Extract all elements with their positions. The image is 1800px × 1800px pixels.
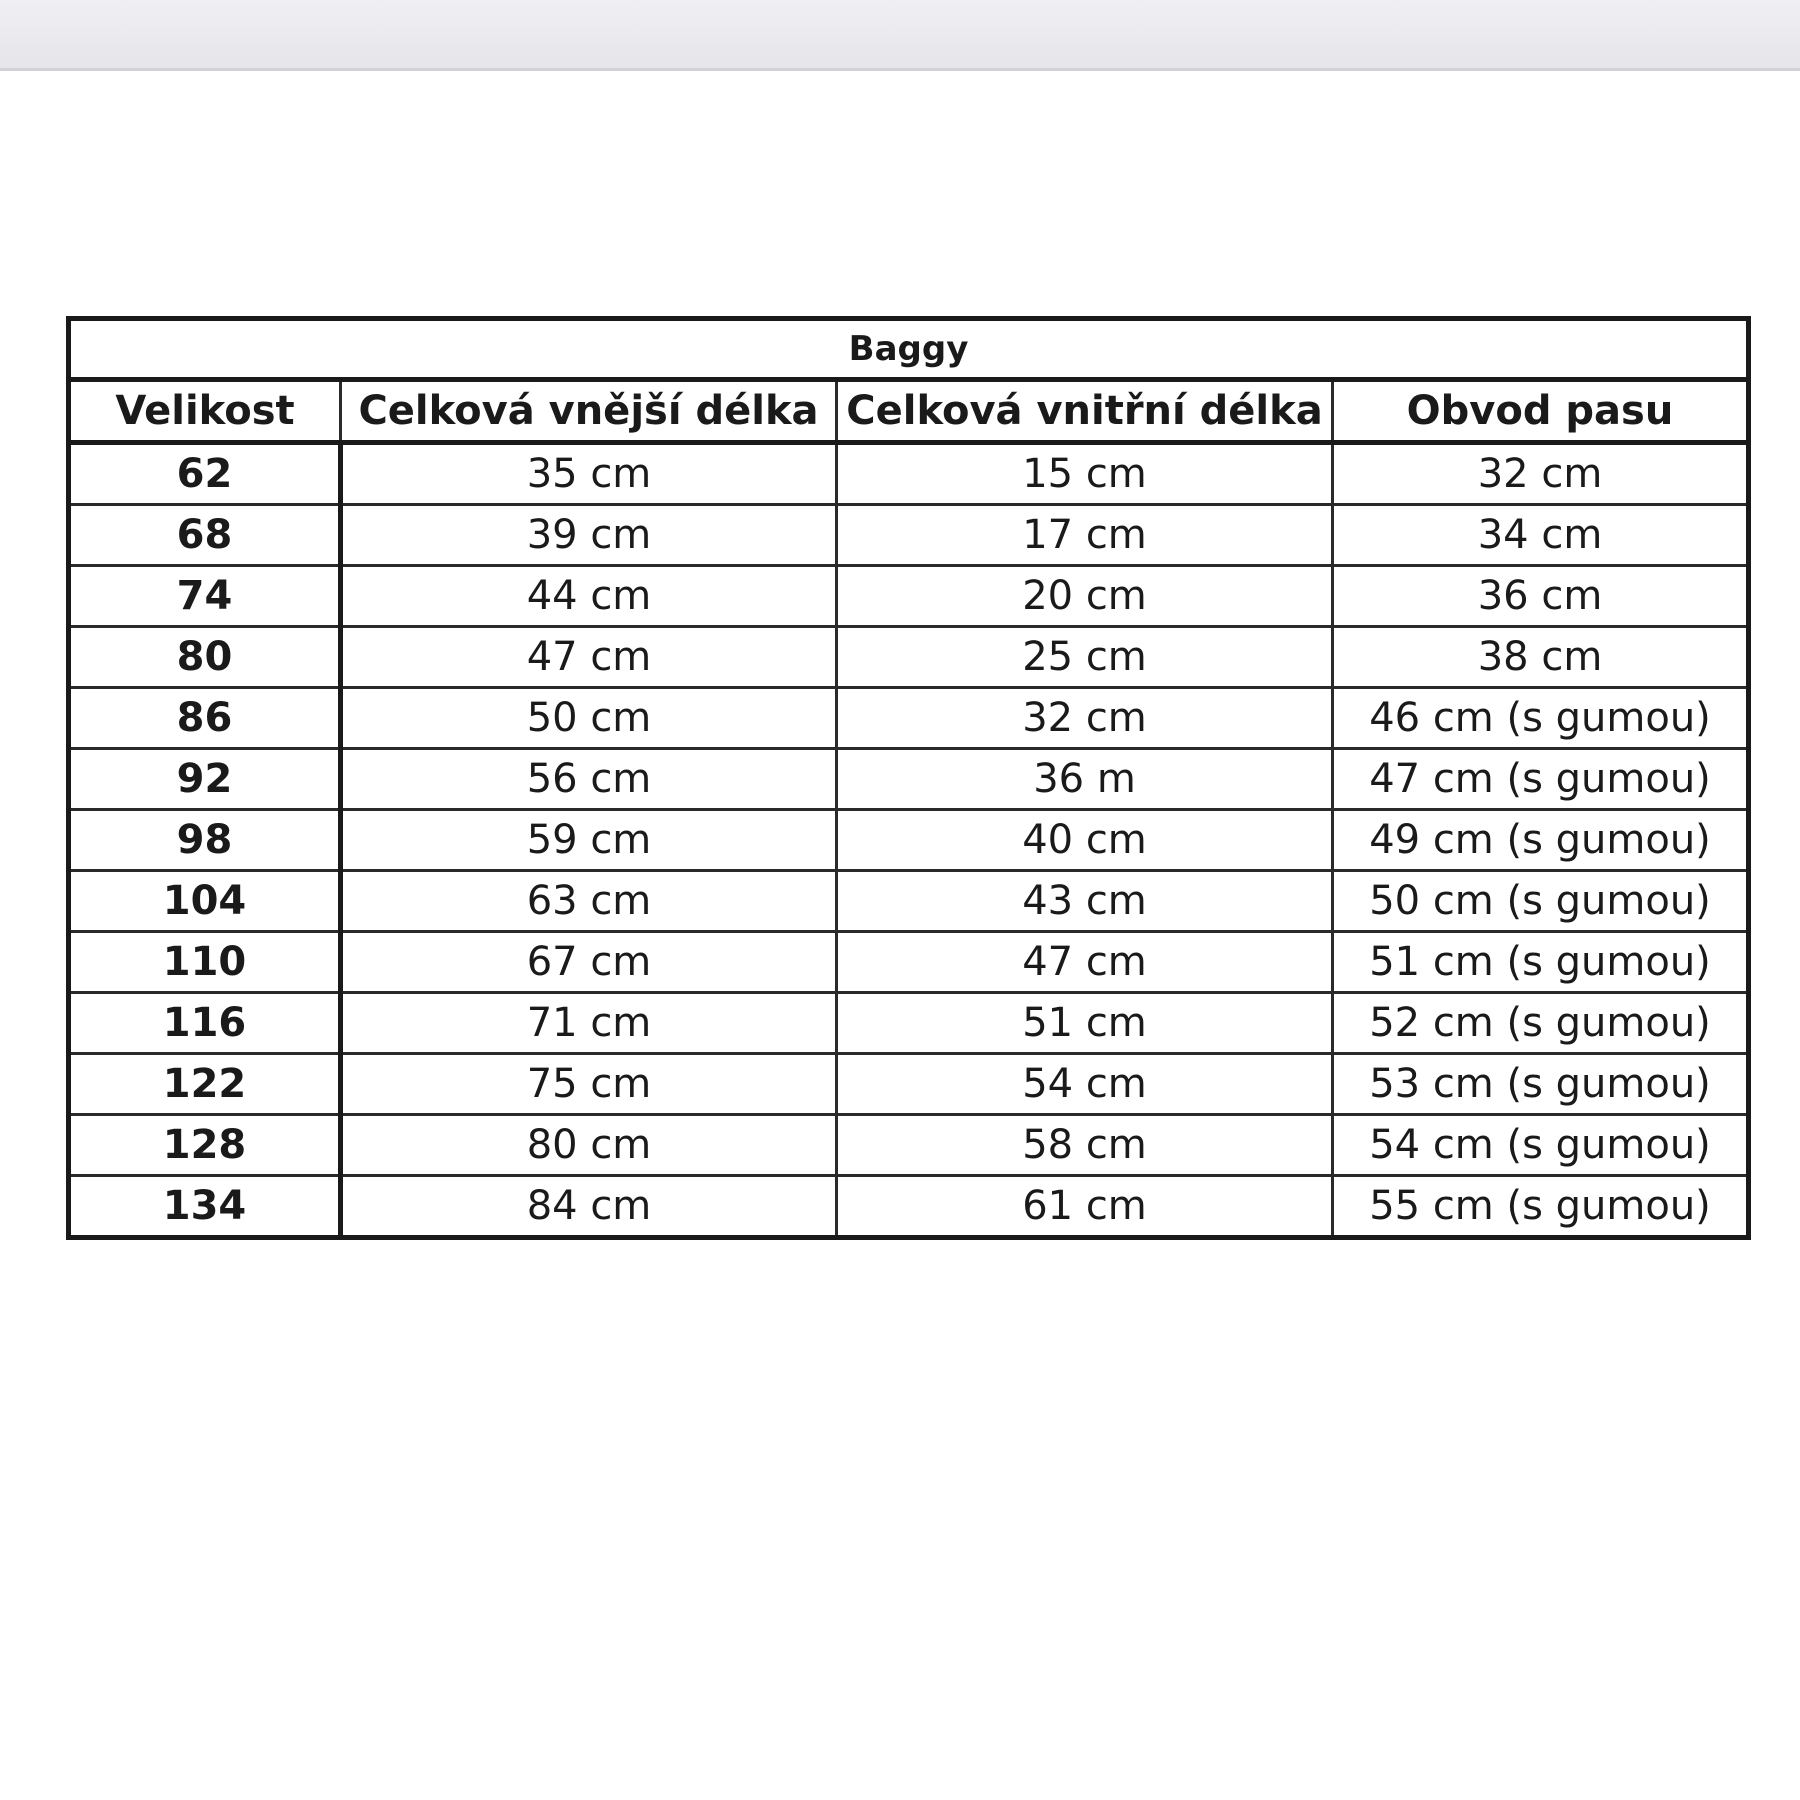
inner-length-cell: 20 cm [837, 566, 1333, 627]
inner-length-cell: 51 cm [837, 993, 1333, 1054]
column-header-outer-length: Celková vnější délka [341, 380, 837, 443]
size-cell: 128 [69, 1115, 341, 1176]
inner-length-cell: 15 cm [837, 443, 1333, 505]
table-row [69, 932, 1749, 993]
outer-length-cell: 71 cm [341, 993, 837, 1054]
table-row [69, 688, 1749, 749]
inner-length-cell: 54 cm [837, 1054, 1333, 1115]
table-row [69, 871, 1749, 932]
size-cell: 98 [69, 810, 341, 871]
size-cell: 122 [69, 1054, 341, 1115]
table-row [69, 1176, 1749, 1238]
size-cell: 116 [69, 993, 341, 1054]
size-cell: 74 [69, 566, 341, 627]
outer-length-cell: 35 cm [341, 443, 837, 505]
waist-cell: 47 cm (s gumou) [1333, 749, 1749, 810]
table-title-row [69, 319, 1749, 380]
inner-length-cell: 32 cm [837, 688, 1333, 749]
size-cell: 134 [69, 1176, 341, 1238]
outer-length-cell: 47 cm [341, 627, 837, 688]
column-header-size: Velikost [69, 380, 341, 443]
outer-length-cell: 84 cm [341, 1176, 837, 1238]
waist-cell: 46 cm (s gumou) [1333, 688, 1749, 749]
inner-length-cell: 47 cm [837, 932, 1333, 993]
size-cell: 80 [69, 627, 341, 688]
size-table [66, 316, 1751, 1240]
waist-cell: 34 cm [1333, 505, 1749, 566]
table-row [69, 566, 1749, 627]
waist-cell: 51 cm (s gumou) [1333, 932, 1749, 993]
table-row [69, 810, 1749, 871]
waist-cell: 38 cm [1333, 627, 1749, 688]
size-cell: 92 [69, 749, 341, 810]
column-header-waist: Obvod pasu [1333, 380, 1749, 443]
outer-length-cell: 50 cm [341, 688, 837, 749]
top-bar [0, 0, 1800, 71]
inner-length-cell: 36 m [837, 749, 1333, 810]
outer-length-cell: 80 cm [341, 1115, 837, 1176]
outer-length-cell: 59 cm [341, 810, 837, 871]
waist-cell: 49 cm (s gumou) [1333, 810, 1749, 871]
outer-length-cell: 75 cm [341, 1054, 837, 1115]
waist-cell: 36 cm [1333, 566, 1749, 627]
table-row [69, 749, 1749, 810]
waist-cell: 50 cm (s gumou) [1333, 871, 1749, 932]
outer-length-cell: 56 cm [341, 749, 837, 810]
table-row [69, 1115, 1749, 1176]
table-row [69, 1054, 1749, 1115]
waist-cell: 53 cm (s gumou) [1333, 1054, 1749, 1115]
size-cell: 62 [69, 443, 341, 505]
size-cell: 104 [69, 871, 341, 932]
column-header-inner-length: Celková vnitřní délka [837, 380, 1333, 443]
outer-length-cell: 63 cm [341, 871, 837, 932]
table-row [69, 627, 1749, 688]
table-body [69, 443, 1749, 1238]
size-cell: 68 [69, 505, 341, 566]
outer-length-cell: 67 cm [341, 932, 837, 993]
waist-cell: 52 cm (s gumou) [1333, 993, 1749, 1054]
waist-cell: 54 cm (s gumou) [1333, 1115, 1749, 1176]
inner-length-cell: 61 cm [837, 1176, 1333, 1238]
table-row [69, 505, 1749, 566]
size-cell: 86 [69, 688, 341, 749]
waist-cell: 55 cm (s gumou) [1333, 1176, 1749, 1238]
table-row [69, 443, 1749, 505]
inner-length-cell: 43 cm [837, 871, 1333, 932]
size-cell: 110 [69, 932, 341, 993]
table-row [69, 993, 1749, 1054]
inner-length-cell: 17 cm [837, 505, 1333, 566]
table-header-row [69, 380, 1749, 443]
outer-length-cell: 44 cm [341, 566, 837, 627]
waist-cell: 32 cm [1333, 443, 1749, 505]
outer-length-cell: 39 cm [341, 505, 837, 566]
inner-length-cell: 58 cm [837, 1115, 1333, 1176]
inner-length-cell: 25 cm [837, 627, 1333, 688]
inner-length-cell: 40 cm [837, 810, 1333, 871]
table-title: Baggy [69, 319, 1749, 380]
